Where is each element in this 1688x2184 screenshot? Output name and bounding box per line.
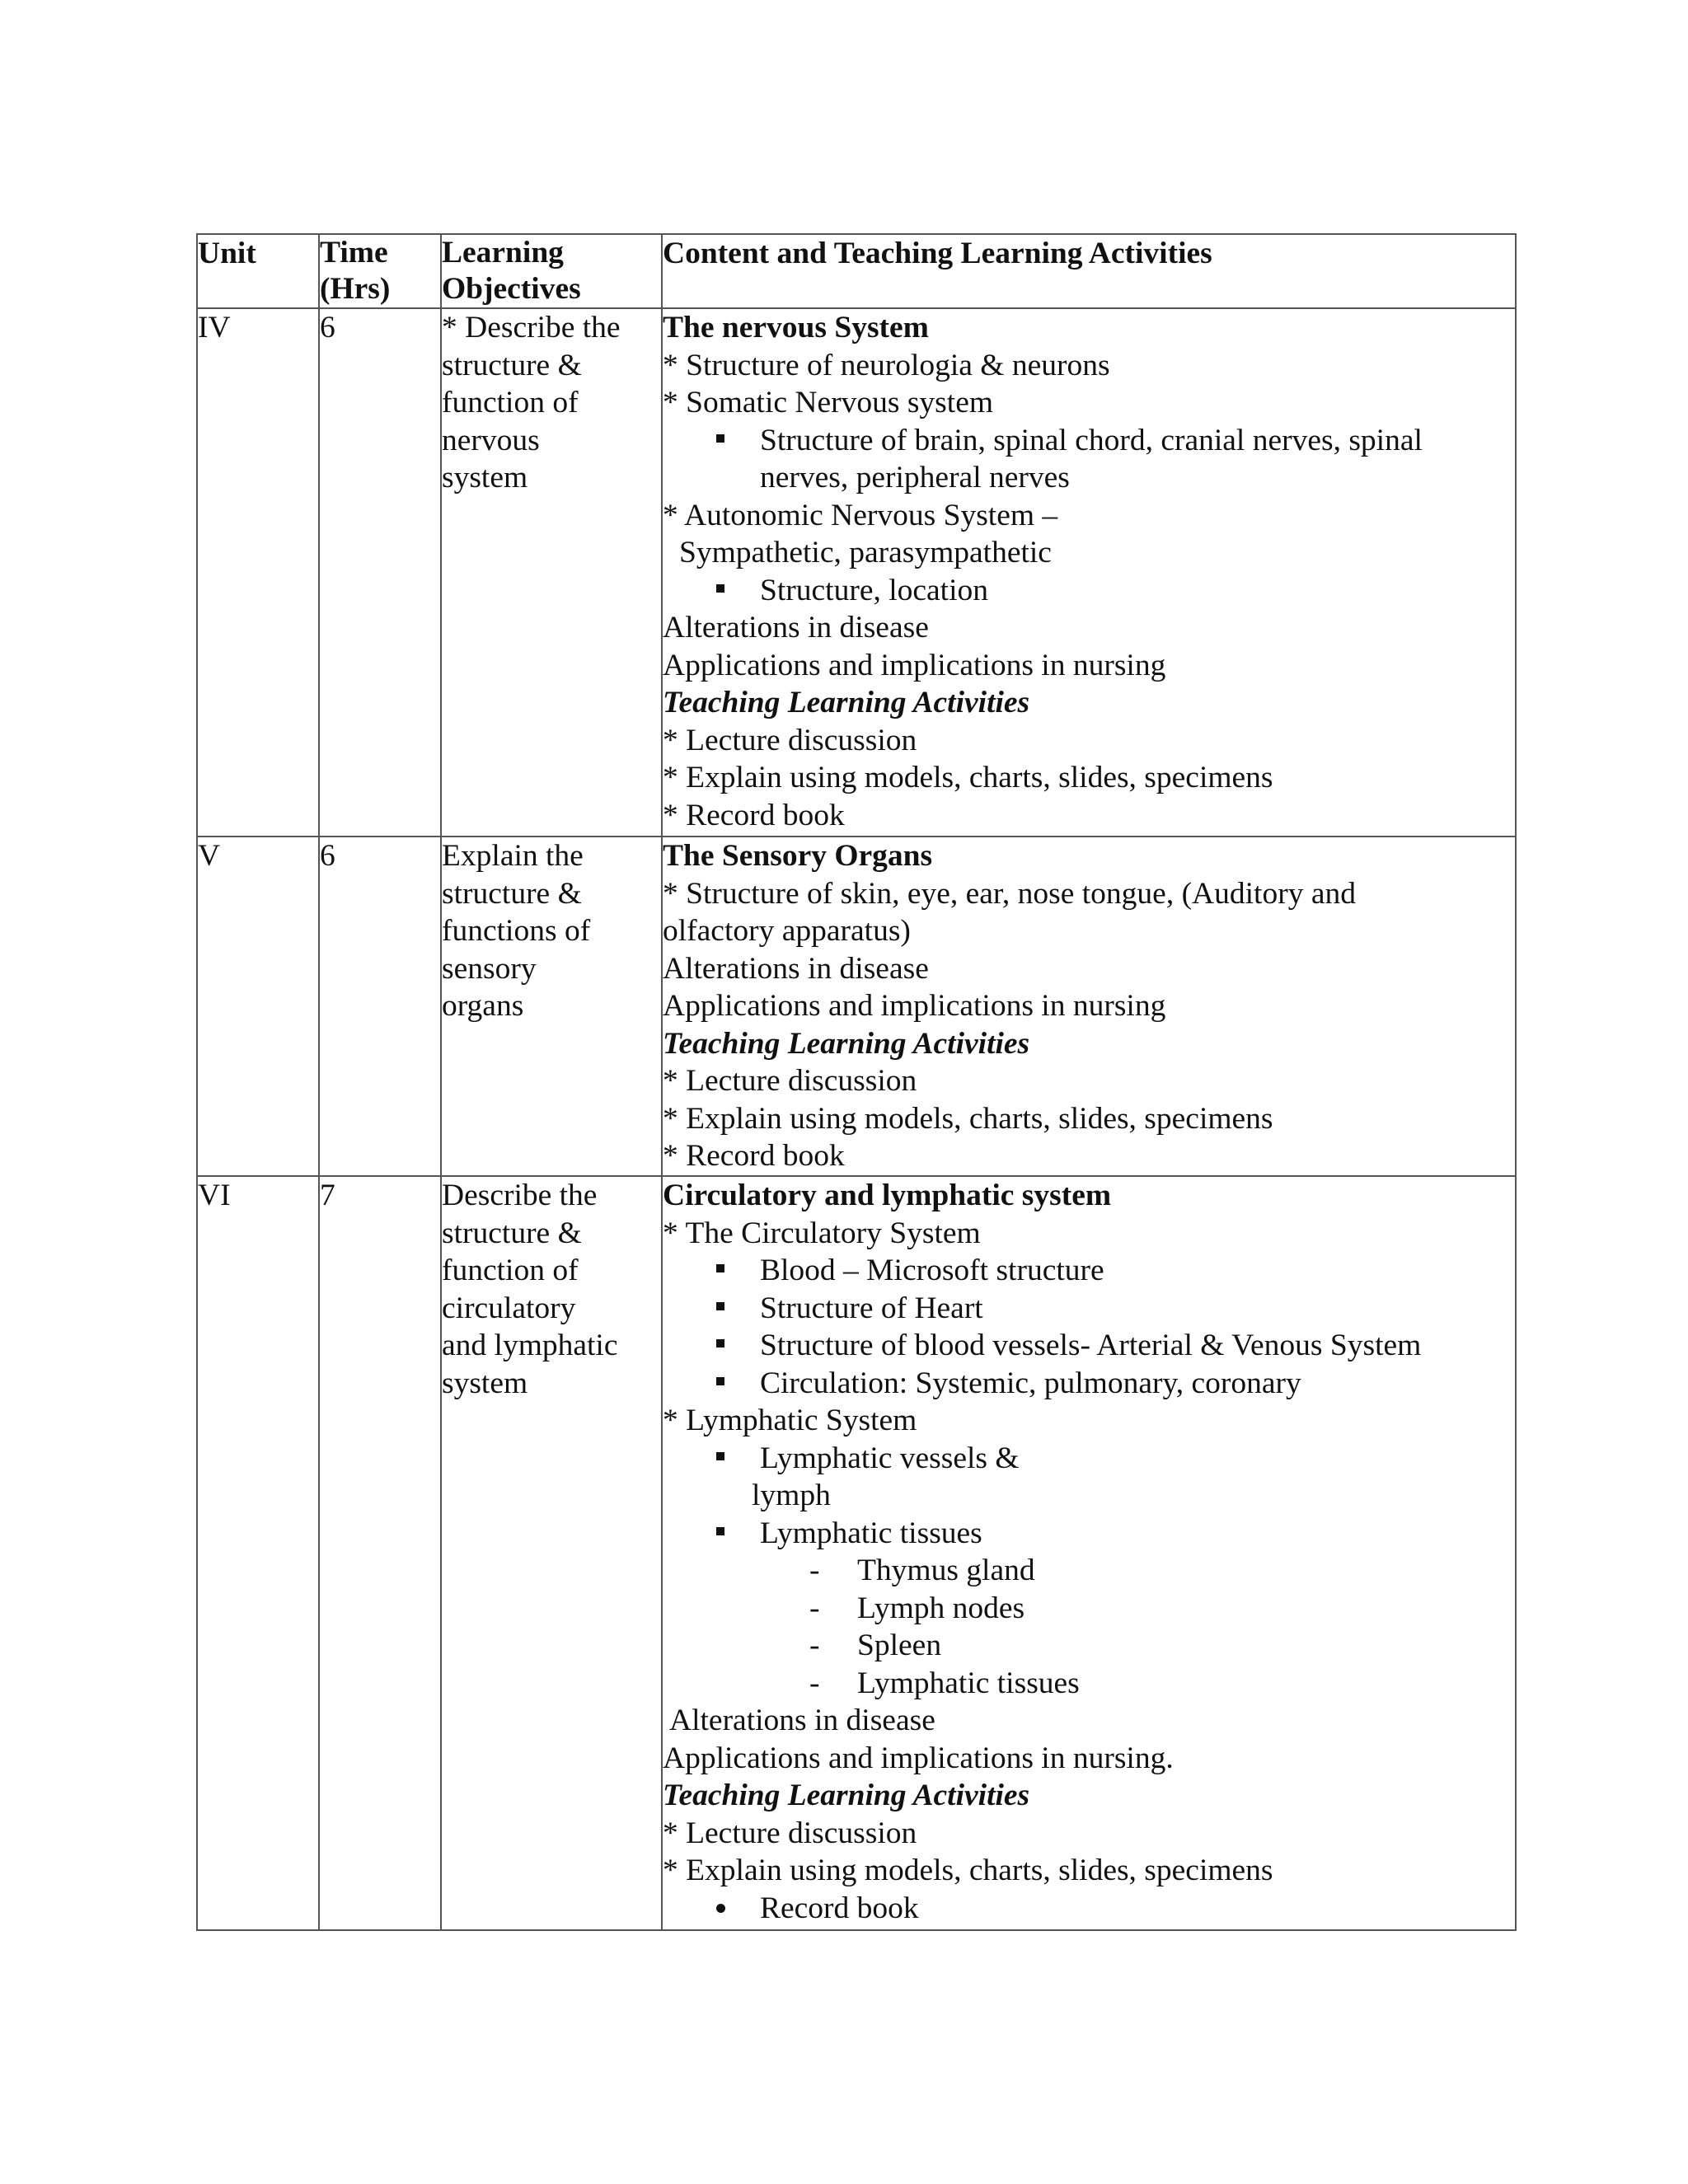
square-bullet-list [663, 572, 1515, 610]
bullet-text-continued: lymph [752, 1479, 831, 1512]
section-heading: The nervous System [663, 311, 929, 344]
content-line: * Autonomic Nervous System – [663, 498, 1058, 532]
header-objectives [441, 234, 662, 308]
content-line: Applications and implications in nursing [663, 648, 1166, 682]
table-row-unit-vi [197, 1176, 1516, 1930]
objective-line: circulatory [442, 1291, 576, 1325]
objective-line: Describe the [442, 1179, 598, 1212]
cell-time: 6 [319, 308, 441, 837]
square-bullet-item: Structure of blood vessels- Arterial & Venous System [663, 1327, 1515, 1365]
objective-line: Explain the [442, 839, 584, 873]
objective-line: structure & [442, 348, 582, 382]
content-line: Alterations in disease [663, 611, 929, 644]
activities-heading: Teaching Learning Activities [663, 1026, 1030, 1061]
cell-objectives [441, 1176, 662, 1930]
square-bullet-item [663, 422, 1515, 497]
activities-heading: Teaching Learning Activities [663, 1779, 1030, 1812]
header-objectives-line1: Learning [442, 236, 564, 269]
objective-line: function of [442, 1254, 579, 1287]
bullet-text: Structure of brain, spinal chord, cranial nerves, spinal [760, 423, 1423, 457]
objective-line: system [442, 1366, 528, 1400]
cell-unit: VI [197, 1176, 319, 1930]
objective-line: nervous [442, 423, 540, 457]
cell-time: 6 [319, 837, 441, 1176]
header-time-line2: (Hrs) [320, 272, 391, 306]
objective-line: system [442, 461, 528, 494]
square-bullet-item: Structure of Heart [663, 1290, 1515, 1328]
dash-bullet-item: - Lymph nodes [663, 1590, 1515, 1628]
activity-line: * Record book [663, 798, 845, 832]
content-line: * Structure of skin, eye, ear, nose tongue, (Auditory and [663, 876, 1356, 911]
content-line: Alterations in disease [669, 1704, 935, 1737]
square-bullet-item: Lymphatic tissues [663, 1515, 1515, 1553]
activity-line: * Lecture discussion [663, 1816, 917, 1850]
cell-objectives [441, 308, 662, 837]
cell-unit: IV [197, 308, 319, 837]
section-heading: The Sensory Organs [663, 839, 933, 873]
activity-line: * Explain using models, charts, slides, specimens [663, 1101, 1273, 1136]
objective-line: structure & [442, 1216, 582, 1250]
content-line: olfactory apparatus) [663, 914, 911, 948]
square-bullet-list [663, 422, 1515, 497]
activity-line: * Explain using models, charts, slides, specimens [663, 761, 1273, 794]
objective-line: sensory [442, 951, 537, 986]
square-bullet-list [663, 1440, 1515, 1553]
round-bullet-item: Record book [663, 1890, 1515, 1928]
content-line: * Structure of neurologia & neurons [663, 348, 1110, 382]
header-content: Content and Teaching Learning Activities [662, 234, 1516, 308]
activity-line: * Lecture discussion [663, 1064, 917, 1098]
square-bullet-item: Structure, location [663, 572, 1515, 610]
activity-line: * Explain using models, charts, slides, specimens [663, 1854, 1273, 1887]
header-time-line1: Time [320, 236, 388, 269]
header-objectives-line2: Objectives [442, 272, 581, 306]
square-bullet-item: Blood – Microsoft structure [663, 1252, 1515, 1290]
header-time [319, 234, 441, 308]
dash-bullet-item: - Spleen [663, 1627, 1515, 1665]
cell-content [662, 1176, 1516, 1930]
objective-line: functions of [442, 914, 591, 948]
square-bullet-item [663, 1440, 1515, 1515]
objective-line: and lymphatic [442, 1329, 618, 1362]
round-bullet-list [663, 1890, 1515, 1928]
bullet-text-continued: nerves, peripheral nerves [760, 461, 1070, 494]
cell-content [662, 837, 1516, 1176]
bullet-text: Lymphatic vessels & [760, 1441, 1020, 1475]
square-bullet-item: Circulation: Systemic, pulmonary, coronary [663, 1365, 1515, 1403]
cell-content [662, 308, 1516, 837]
dash-bullet-item: - Lymphatic tissues [663, 1665, 1515, 1703]
objective-line: * Describe the [442, 311, 621, 344]
header-unit: Unit [197, 234, 319, 308]
section-heading: Circulatory and lymphatic system [663, 1179, 1112, 1212]
content-line: Applications and implications in nursing [663, 989, 1166, 1023]
objective-line: organs [442, 989, 524, 1023]
dash-bullet-item: - Thymus gland [663, 1552, 1515, 1590]
content-line: * The Circulatory System [663, 1216, 981, 1250]
table-row-unit-iv [197, 308, 1516, 837]
table-header-row [197, 234, 1516, 308]
cell-objectives [441, 837, 662, 1176]
content-line: Sympathetic, parasympathetic [679, 536, 1052, 569]
objective-line: function of [442, 386, 579, 419]
content-line: * Somatic Nervous system [663, 386, 994, 419]
content-line: Applications and implications in nursing. [663, 1741, 1174, 1775]
square-bullet-list [663, 1252, 1515, 1402]
activity-line: * Record book [663, 1139, 845, 1173]
content-line: Alterations in disease [663, 951, 929, 986]
activity-line: * Lecture discussion [663, 723, 917, 757]
dash-bullet-list [663, 1552, 1515, 1702]
content-line: * Lymphatic System [663, 1404, 917, 1437]
cell-time: 7 [319, 1176, 441, 1930]
activities-heading: Teaching Learning Activities [663, 686, 1030, 719]
objective-line: structure & [442, 876, 582, 911]
cell-unit: V [197, 837, 319, 1176]
syllabus-table [196, 233, 1517, 1931]
table-row-unit-v [197, 837, 1516, 1176]
